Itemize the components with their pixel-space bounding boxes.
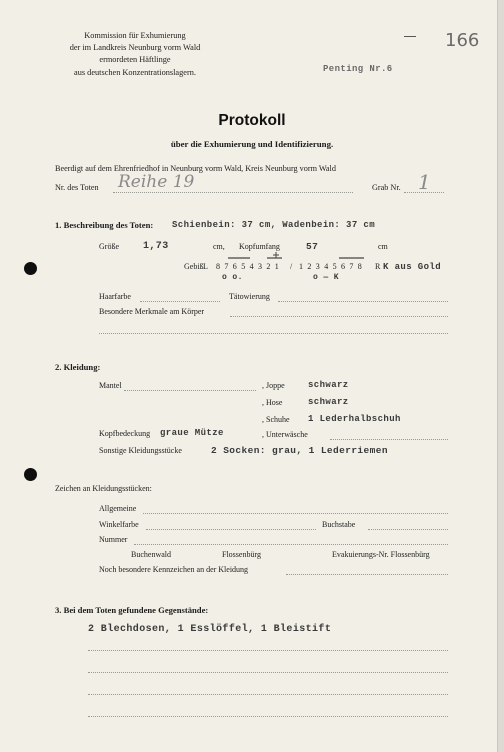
groesse-label: Größe xyxy=(99,242,119,251)
merkmale-label: Besondere Merkmale am Körper xyxy=(99,307,205,316)
hose-label: , Hose xyxy=(262,398,283,407)
page-subtitle: über die Exhumierung und Identifizierung. xyxy=(170,139,334,149)
grab-value: 1 xyxy=(418,170,431,194)
kopfbedeckung-label: Kopfbedeckung xyxy=(99,429,151,438)
noch-kennzeichen-label: Noch besondere Kennzeichen an der Kleidung xyxy=(99,565,249,574)
gebiss-mark-right: o — K xyxy=(313,273,340,282)
section1-heading-value: Schienbein: 37 cm, Wadenbein: 37 cm xyxy=(172,220,376,230)
gebiss-l: L xyxy=(203,262,208,271)
page-title: Protokoll xyxy=(218,112,286,129)
burial-line: Beerdigt auf dem Ehrenfriedhof in Neunburg vorm Wald, Kreis Neunburg vorm Wald xyxy=(55,164,336,173)
sonstige-value: 2 Socken: grau, 1 Lederriemen xyxy=(211,445,388,456)
flossenbuerg-label: Flossenbürg xyxy=(222,550,261,559)
buchstabe-label: Buchstabe xyxy=(322,520,356,529)
org-line: aus deutschen Konzentrationslagern. xyxy=(74,67,196,77)
org-line: Kommission für Exhumierung xyxy=(84,31,186,40)
groesse-value: 1,73 xyxy=(143,241,169,252)
grab-label: Grab Nr. xyxy=(372,183,401,192)
gebiss-label: Gebiß xyxy=(184,262,204,271)
org-line: der im Landkreis Neunburg vorm Wald xyxy=(69,43,201,53)
nummer-label: Nummer xyxy=(99,535,128,544)
gebiss-left-digits: 8 7 6 5 4 3 2 1 xyxy=(216,262,280,271)
allgemeine-label: Allgemeine xyxy=(99,504,137,513)
unterwaesche-label: , Unterwäsche xyxy=(262,430,308,439)
kopfumfang-value: 57 xyxy=(306,241,319,252)
kopfbedeckung-value: graue Mütze xyxy=(160,428,224,438)
evakuierung-label: Evakuierungs-Nr. Flossenbürg xyxy=(332,550,430,559)
org-line: ermordeten Häftlinge xyxy=(99,55,171,65)
haarfarbe-label: Haarfarbe xyxy=(99,292,131,301)
penting-reference: Penting Nr.6 xyxy=(323,64,393,74)
gebiss-value: K aus Gold xyxy=(383,262,442,272)
section2-heading: 2. Kleidung: xyxy=(55,362,101,372)
toten-label: Nr. des Toten xyxy=(55,183,99,192)
toten-value: Reihe 19 xyxy=(118,172,195,192)
sonstige-label: Sonstige Kleidungsstücke xyxy=(99,446,182,455)
gegenstaende-value: 2 Blechdosen, 1 Esslöffel, 1 Bleistift xyxy=(88,624,332,635)
schuhe-value: 1 Lederhalbschuh xyxy=(308,414,401,424)
kopfumfang-label: Kopfumfang xyxy=(239,242,280,251)
gebiss-slash: / xyxy=(290,262,293,271)
cm-label: cm, xyxy=(213,242,225,251)
schuhe-label: , Schuhe xyxy=(262,415,290,424)
gebiss-mark-left: o o. xyxy=(222,273,243,282)
zeichen-heading: Zeichen an Kleidungsstücken: xyxy=(55,484,152,493)
joppe-value: schwarz xyxy=(308,380,349,390)
gebiss-r: R xyxy=(375,262,381,271)
winkelfarbe-label: Winkelfarbe xyxy=(99,520,139,529)
hose-value: schwarz xyxy=(308,397,349,407)
joppe-label: , Joppe xyxy=(262,381,285,390)
section3-heading: 3. Bei dem Toten gefundene Gegenstände: xyxy=(55,605,209,615)
buchenwald-label: Buchenwald xyxy=(131,550,171,559)
gebiss-right-digits: 1 2 3 4 5 6 7 8 xyxy=(299,262,363,271)
cm-label: cm xyxy=(378,242,388,251)
mantel-label: Mantel xyxy=(99,381,122,390)
taetowierung-label: Tätowierung xyxy=(229,292,270,301)
section1-heading: 1. Beschreibung des Toten: xyxy=(55,220,154,230)
page-number: 166 xyxy=(445,30,480,51)
